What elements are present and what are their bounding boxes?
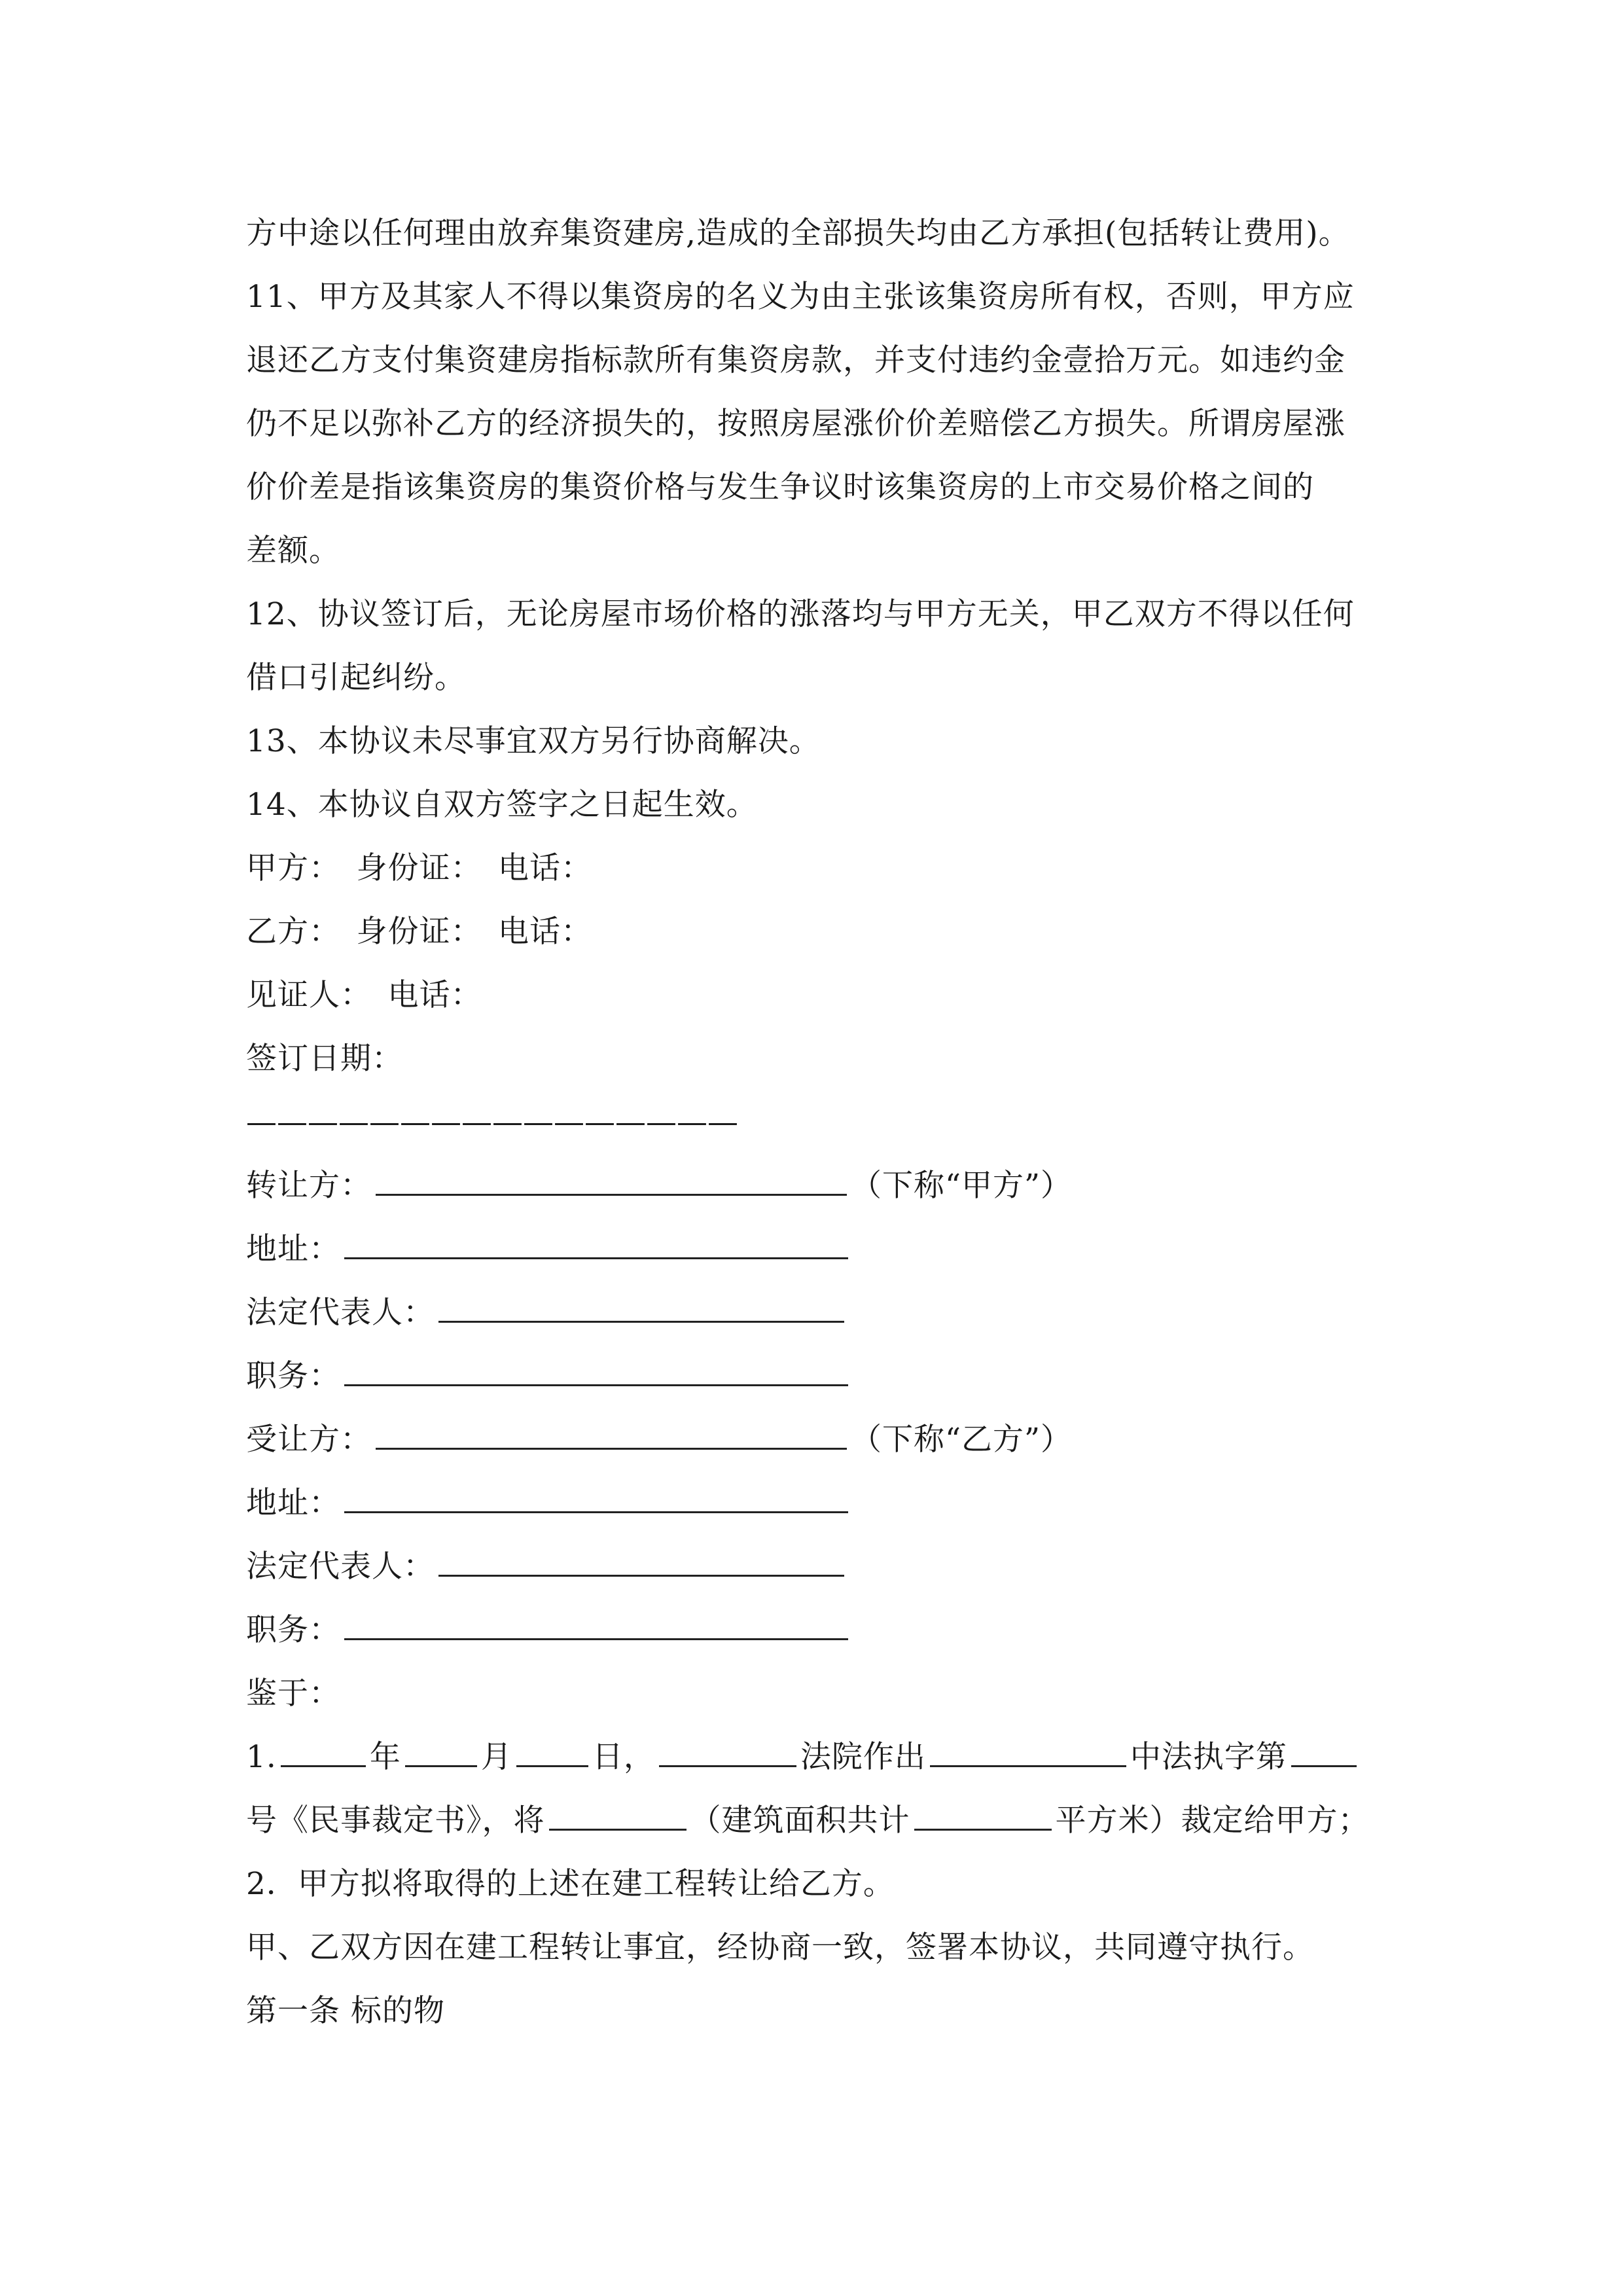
position-label: 职务： — [246, 1612, 340, 1648]
area-unit-label: 平方米）裁定给甲方； — [1055, 1803, 1370, 1839]
address-label: 地址： — [246, 1231, 340, 1267]
transferor-legal-rep-row — [246, 1281, 1450, 1344]
court-blank[interactable] — [659, 1731, 796, 1767]
month-blank[interactable] — [405, 1731, 477, 1767]
signature-witness: 见证人： 电话： — [246, 977, 482, 1013]
day-blank[interactable] — [516, 1731, 588, 1767]
transferor-address-blank[interactable] — [344, 1223, 848, 1259]
case-number-blank[interactable] — [1291, 1731, 1357, 1767]
property-blank[interactable] — [549, 1795, 687, 1831]
clause-11-line-1: 11、甲方及其家人不得以集资房的名义为由主张该集资房所有权，否则，甲方应 — [246, 279, 1355, 315]
transferee-blank[interactable] — [376, 1414, 847, 1450]
agreement-statement: 甲、乙双方因在建工程转让事宜，经协商一致，签署本协议，共同遵守执行。 — [246, 1929, 1314, 1965]
transferor-address-row — [246, 1217, 1450, 1281]
whereas-item-1-line-1 — [246, 1725, 1450, 1789]
legal-rep-label: 法定代表人： — [246, 1295, 435, 1331]
transferee-legal-rep-row — [246, 1535, 1450, 1598]
area-blank[interactable] — [914, 1795, 1052, 1831]
transferee-note: （下称“乙方”） — [851, 1422, 1073, 1458]
transferor-row — [246, 1154, 1450, 1217]
transferee-position-row — [246, 1598, 1450, 1662]
transferee-address-blank[interactable] — [344, 1477, 848, 1513]
year-label: 年 — [369, 1739, 401, 1775]
court-label: 法院作出 — [800, 1739, 926, 1775]
clause-11-line-3: 仍不足以弥补乙方的经济损失的，按照房屋涨价价差赔偿乙方损失。所谓房屋涨 — [246, 406, 1346, 442]
clause-12-line-2: 借口引起纠纷。 — [246, 660, 466, 696]
transferor-note: （下称“甲方”） — [851, 1168, 1073, 1204]
transferee-row — [246, 1408, 1450, 1471]
article-1-heading: 第一条 标的物 — [246, 1993, 445, 2029]
legal-rep-label: 法定代表人： — [246, 1549, 435, 1585]
whereas-heading: 鉴于： — [246, 1676, 340, 1712]
transferee-legal-rep-blank[interactable] — [438, 1541, 844, 1577]
clause-11-line-2: 退还乙方支付集资建房指标款所有集资房款，并支付违约金壹拾万元。如违约金 — [246, 342, 1346, 378]
clause-11-line-4: 价价差是指该集资房的集资价格与发生争议时该集资房的上市交易价格之间的 — [246, 469, 1314, 505]
transferor-blank[interactable] — [376, 1160, 847, 1196]
area-label: （建筑面积共计 — [690, 1803, 910, 1839]
signing-date: 签订日期： — [246, 1041, 403, 1077]
transferor-position-row — [246, 1344, 1450, 1408]
case-blank[interactable] — [930, 1731, 1126, 1767]
clause-11-line-5: 差额。 — [246, 533, 340, 569]
signature-party-a: 甲方： 身份证： 电话： — [246, 850, 592, 886]
ruling-label: 号《民事裁定书》，将 — [246, 1803, 545, 1839]
position-label: 职务： — [246, 1358, 340, 1394]
address-label: 地址： — [246, 1485, 340, 1521]
transferor-legal-rep-blank[interactable] — [438, 1287, 844, 1323]
document-body — [246, 202, 1450, 2043]
paragraph-10-end: 方中途以任何理由放弃集资建房,造成的全部损失均由乙方承担(包括转让费用)。 — [246, 215, 1350, 251]
whereas-item-2: 2．甲方拟将取得的上述在建工程转让给乙方。 — [246, 1866, 895, 1902]
transferee-position-blank[interactable] — [344, 1604, 848, 1640]
case-label: 中法执字第 — [1130, 1739, 1287, 1775]
day-label: 日， — [592, 1739, 655, 1775]
transferee-label: 受让方： — [246, 1422, 372, 1458]
signature-party-b: 乙方： 身份证： 电话： — [246, 914, 592, 950]
item-number: 1. — [246, 1739, 277, 1775]
year-blank[interactable] — [281, 1731, 366, 1767]
clause-14: 14、本协议自双方签字之日起生效。 — [246, 787, 758, 823]
transferor-label: 转让方： — [246, 1168, 372, 1204]
section-separator: ———————————————— — [246, 1104, 738, 1140]
clause-12-line-1: 12、协议签订后，无论房屋市场价格的涨落均与甲方无关，甲乙双方不得以任何 — [246, 596, 1355, 632]
transferor-position-blank[interactable] — [344, 1350, 848, 1386]
transferee-address-row — [246, 1471, 1450, 1535]
clause-13: 13、本协议未尽事宜双方另行协商解决。 — [246, 723, 821, 759]
month-label: 月 — [480, 1739, 512, 1775]
whereas-item-1-line-2 — [246, 1789, 1450, 1852]
